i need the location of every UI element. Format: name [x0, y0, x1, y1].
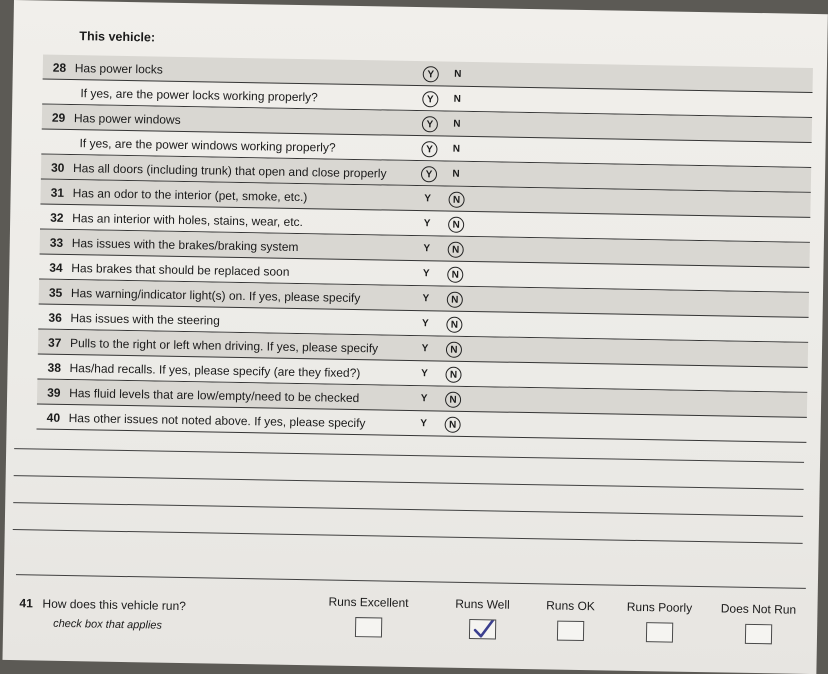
answer-yes-option[interactable]: Y	[420, 417, 428, 429]
question-number: 39	[47, 385, 61, 400]
run-option	[313, 594, 424, 641]
question-instruction: check box that applies	[53, 617, 163, 632]
answer-yes-option[interactable]: Y	[424, 192, 432, 204]
run-option-checkbox[interactable]	[645, 622, 672, 642]
answer-no-option[interactable]: N	[445, 367, 461, 383]
run-option-checkbox[interactable]	[354, 617, 381, 637]
answer-yes-option[interactable]: Y	[422, 292, 430, 304]
question-text: Has warning/indicator light(s) on. If yes, please specify	[70, 286, 361, 306]
answer-yes-option[interactable]: Y	[423, 242, 431, 254]
question-number: 41	[19, 596, 33, 611]
question-number: 28	[52, 60, 67, 75]
question-text: If yes, are the power windows working properly?	[79, 136, 336, 155]
form-page	[2, 0, 827, 674]
answer-no-option[interactable]: N	[448, 192, 464, 208]
blank-line	[14, 475, 804, 490]
answer-no-option[interactable]: N	[452, 143, 461, 155]
answer-no-option[interactable]: N	[452, 168, 460, 180]
answer-yes-option[interactable]: Y	[421, 141, 437, 157]
blank-line	[14, 448, 804, 463]
question-text: Pulls to the right or left when driving. If yes, please specify	[69, 336, 379, 356]
question-text: Has an interior with holes, stains, wear, etc.	[72, 211, 304, 230]
question-text: Has issues with the steering	[70, 311, 220, 328]
question-number: 29	[51, 110, 66, 125]
answer-no-option[interactable]: N	[453, 93, 462, 105]
question-text: Has an odor to the interior (pet, smoke, etc.)	[72, 186, 308, 205]
blank-line	[13, 502, 803, 517]
question-number: 37	[47, 335, 62, 350]
checkmark-icon	[469, 620, 496, 640]
answer-yes-option[interactable]: Y	[422, 267, 430, 279]
question-text: Has power windows	[73, 111, 181, 127]
answer-yes-option[interactable]: Y	[421, 342, 429, 354]
question-text: Has other issues not noted above. If yes, please specify	[68, 411, 366, 431]
question-text: Has fluid levels that are low/empty/need to be checked	[69, 386, 360, 406]
answer-yes-option[interactable]: Y	[423, 66, 439, 82]
question-number: 31	[50, 185, 65, 200]
answer-no-option[interactable]: N	[447, 267, 463, 283]
question-text: Has all doors (including trunk) that open and close properly	[72, 161, 387, 181]
answer-no-option[interactable]: N	[445, 417, 461, 433]
question-number: 40	[46, 410, 61, 425]
specify-lines	[14, 0, 828, 14]
question-text: If yes, are the power locks working properly?	[80, 86, 318, 105]
answer-yes-option[interactable]: Y	[420, 392, 428, 404]
question-text: Has power locks	[74, 61, 163, 77]
run-option-checkbox[interactable]	[468, 619, 495, 639]
answer-no-option[interactable]: N	[453, 118, 461, 130]
run-option-label: Does Not Run	[720, 601, 797, 617]
answer-no-option[interactable]: N	[445, 392, 461, 408]
run-option-label: Runs OK	[546, 598, 595, 614]
answer-yes-option[interactable]: Y	[422, 116, 438, 132]
question-number: 36	[48, 310, 62, 325]
question-number: 34	[49, 260, 63, 275]
run-option-label: Runs Well	[455, 596, 510, 612]
answer-yes-option[interactable]: Y	[423, 217, 431, 229]
answer-no-option[interactable]: N	[448, 242, 464, 258]
answer-no-option[interactable]: N	[446, 317, 462, 333]
question-number: 38	[47, 360, 62, 375]
run-option-label: Runs Poorly	[626, 599, 693, 615]
question-number: 30	[50, 160, 65, 175]
question-number: 33	[49, 235, 64, 250]
question-text: Has issues with the brakes/braking system	[71, 236, 299, 255]
question-number: 32	[50, 210, 64, 225]
form-heading: This vehicle:	[79, 29, 156, 45]
run-option	[604, 599, 715, 646]
answer-no-option[interactable]: N	[454, 68, 462, 80]
question-text: How does this vehicle run?	[42, 596, 186, 614]
run-option-checkbox[interactable]	[556, 621, 583, 641]
blank-line	[13, 529, 803, 544]
answer-no-option[interactable]: N	[447, 292, 463, 308]
question-text: Has brakes that should be replaced soon	[71, 261, 290, 279]
answer-yes-option[interactable]: Y	[421, 367, 428, 379]
answer-yes-option[interactable]: Y	[422, 91, 438, 107]
answer-no-option[interactable]: N	[448, 217, 464, 233]
run-option	[703, 601, 814, 648]
answer-no-option[interactable]: N	[446, 342, 462, 358]
answer-yes-option[interactable]: Y	[421, 317, 429, 329]
question-number: 35	[48, 285, 63, 300]
question-41-block	[15, 574, 806, 659]
answer-yes-option[interactable]: Y	[421, 166, 437, 182]
run-option-checkbox[interactable]	[744, 624, 771, 644]
run-option-label: Runs Excellent	[328, 594, 409, 610]
question-text: Has/had recalls. If yes, please specify (are they fixed?)	[69, 361, 361, 381]
